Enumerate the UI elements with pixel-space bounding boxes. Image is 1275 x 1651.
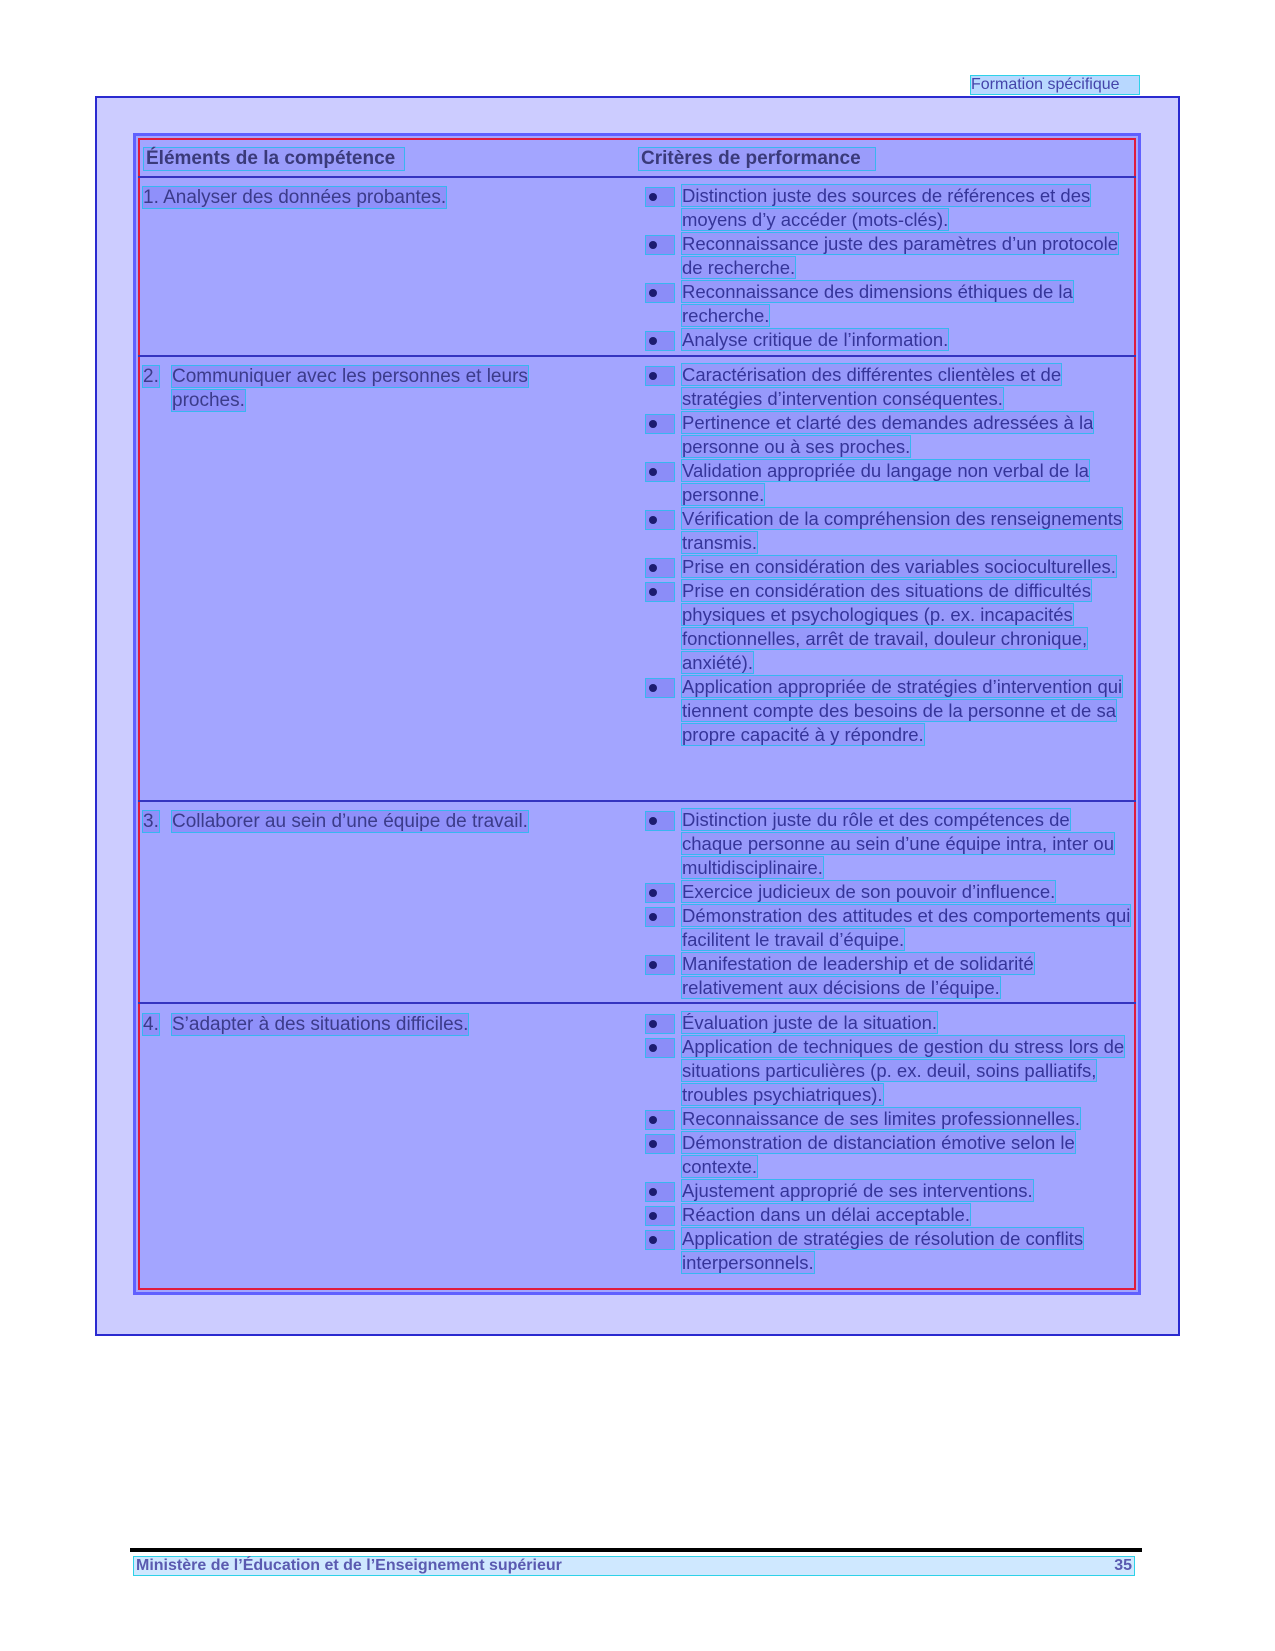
criterion-item: Exercice judicieux de son pouvoir d’influence. — [642, 880, 1132, 904]
bullet-icon — [646, 284, 674, 302]
competency-element — [172, 1013, 612, 1037]
criterion-item: Reconnaissance juste des paramètres d’un protocole de recherche. — [642, 232, 1132, 280]
bullet-icon — [646, 583, 674, 601]
criteria-list — [642, 363, 1132, 747]
bullet-icon — [646, 1135, 674, 1153]
criterion-item: Caractérisation des différentes clientèles et de stratégies d’intervention conséquentes. — [642, 363, 1132, 411]
criterion-item: Analyse critique de l’information. — [642, 328, 1132, 352]
criterion-item: Validation appropriée du langage non verbal de la personne. — [642, 459, 1132, 507]
bullet-icon — [646, 956, 674, 974]
row-divider — [138, 800, 1136, 802]
bullet-icon — [646, 1231, 674, 1249]
criterion-item: Démonstration de distanciation émotive selon le contexte. — [642, 1131, 1132, 1179]
bullet-icon — [646, 908, 674, 926]
criteria-list — [642, 808, 1132, 1000]
competency-element-number: 4. — [143, 1014, 159, 1035]
criterion-item: Distinction juste du rôle et des compétences de chaque personne au sein d’une équipe intra, inter ou multidisciplinaire. — [642, 808, 1132, 880]
element-text: 1. Analyser des données probantes. — [143, 187, 447, 208]
competency-element-number: 2. — [143, 366, 159, 387]
competency-element — [172, 365, 572, 413]
criterion-item: Pertinence et clarté des demandes adressées à la personne ou à ses proches. — [642, 411, 1132, 459]
row-divider — [138, 1002, 1136, 1004]
criterion-item: Évaluation juste de la situation. — [642, 1011, 1132, 1035]
bullet-icon — [646, 1015, 674, 1033]
row-divider — [138, 355, 1136, 357]
bullet-icon — [646, 236, 674, 254]
footer-rule — [130, 1548, 1142, 1552]
elements-column-header: Éléments de la compétence — [143, 147, 405, 171]
bullet-icon — [646, 559, 674, 577]
competency-element-number: 3. — [143, 811, 159, 832]
bullet-icon — [646, 332, 674, 350]
bullet-icon — [646, 884, 674, 902]
criterion-item: Démonstration des attitudes et des comportements qui facilitent le travail d’équipe. — [642, 904, 1132, 952]
header-divider — [138, 176, 1136, 178]
bullet-icon — [646, 1111, 674, 1129]
bullet-icon — [646, 415, 674, 433]
bullet-icon — [646, 367, 674, 385]
page-number: 35 — [1114, 1557, 1132, 1574]
criterion-item: Application de stratégies de résolution de conflits interpersonnels. — [642, 1227, 1132, 1275]
criterion-item: Vérification de la compréhension des renseignements transmis. — [642, 507, 1132, 555]
bullet-icon — [646, 679, 674, 697]
criterion-item: Application appropriée de stratégies d’intervention qui tiennent compte des besoins de la personne et de sa propre capacité à y répondre. — [642, 675, 1132, 747]
criterion-item: Distinction juste des sources de références et des moyens d’y accéder (mots-clés). — [642, 184, 1132, 232]
bullet-icon — [646, 1207, 674, 1225]
bullet-icon — [646, 1039, 674, 1057]
criterion-item: Réaction dans un délai acceptable. — [642, 1203, 1132, 1227]
criterion-item: Manifestation de leadership et de solidarité relativement aux décisions de l’équipe. — [642, 952, 1132, 1000]
publisher-name: Ministère de l’Éducation et de l’Enseignement supérieur — [136, 1557, 562, 1574]
competency-element — [143, 186, 446, 210]
bullet-icon — [646, 188, 674, 206]
bullet-icon — [646, 812, 674, 830]
page-footer — [133, 1556, 1135, 1576]
bullet-icon — [646, 511, 674, 529]
criteria-list — [642, 1011, 1132, 1275]
section-header: Formation spécifique — [970, 75, 1140, 95]
bullet-icon — [646, 1183, 674, 1201]
criterion-item: Reconnaissance des dimensions éthiques de la recherche. — [642, 280, 1132, 328]
criteria-list — [642, 184, 1132, 352]
criteria-column-header: Critères de performance — [638, 147, 876, 171]
bullet-icon — [646, 463, 674, 481]
element-text: S’adapter à des situations difficiles. — [172, 1014, 469, 1035]
criterion-item: Prise en considération des variables socioculturelles. — [642, 555, 1132, 579]
element-text: Communiquer avec les personnes et leurs proches. — [172, 366, 528, 411]
criterion-item: Prise en considération des situations de difficultés physiques et psychologiques (p. ex. incapacités fonctionnelles, arrêt de travail, douleur chronique, anxiété). — [642, 579, 1132, 675]
competency-element — [172, 810, 612, 834]
criterion-item: Reconnaissance de ses limites professionnelles. — [642, 1107, 1132, 1131]
element-text: Collaborer au sein d’une équipe de travail. — [172, 811, 528, 832]
criterion-item: Application de techniques de gestion du stress lors de situations particulières (p. ex. deuil, soins palliatifs, troubles psychiatriques). — [642, 1035, 1132, 1107]
criterion-item: Ajustement approprié de ses interventions. — [642, 1179, 1132, 1203]
